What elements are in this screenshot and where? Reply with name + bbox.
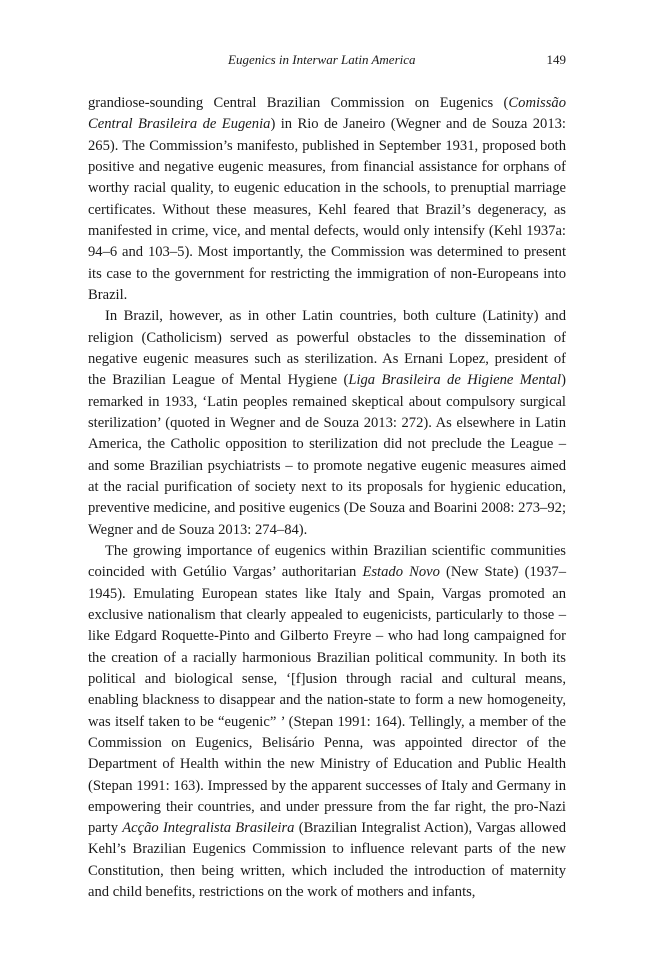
- body-text: [88, 93, 566, 903]
- text-run: ) in Rio de Janeiro (Wegner and de Souza 2013: 265). The Commission’s manifesto, published in September 1931, proposed both positive and negative eugenic measures, from financial assistance for orphans of worthy racial quality, to eugenic education in the schools, to prenuptial marriage certificates. Without these measures, Kehl feared that Brazil’s degeneracy, as manifested in crime, vice, and mental defects, would only intensify (Kehl 1937a: 94–6 and 103–5). Most importantly, the Commission was determined to present its case to the government for restricting the immigration of non-Europeans into Brazil.: [88, 116, 566, 303]
- text-run: The growing importance of eugenics within Brazilian scientific communities coincided with Getúlio Vargas’ authoritarian: [88, 542, 566, 581]
- paragraph-3: [88, 541, 566, 904]
- italic-term: Liga Brasileira de Higiene Mental: [348, 372, 562, 389]
- italic-term: Acção Integralista Brasileira: [122, 820, 295, 837]
- text-run: ) remarked in 1933, ‘Latin peoples remained skeptical about compulsory surgical sterilization’ (quoted in Wegner and de Souza 2013: 272). As elsewhere in Latin America, the Catholic opposition to sterilization did not preclude the League – and some Brazilian psychiatrists – to promote negative eugenic measures aimed at the racial purification of society next to its proposals for hygienic education, preventive medicine, and positive eugenics (De Souza and Boarini 2008: 273–92; Wegner and de Souza 2013: 274–84).: [88, 372, 566, 538]
- italic-term: Estado Novo: [362, 564, 440, 581]
- text-run: grandiose-sounding Central Brazilian Commission on Eugenics (: [88, 95, 509, 111]
- text-run: (New State) (1937–1945). Emulating European states like Italy and Spain, Vargas promoted an exclusive nationalism that clearly appealed to eugenicists, particularly to those – like Edgard Roquette-Pinto and Gilberto Freyre – who had long campaigned for the creation of a racially harmonious Brazilian political community. In both its political and biological sense, ‘[f]usion through racial and cultural means, enabling blackness to disappear and the nation-state to form a new homogeneity, was itself taken to be “eugenic” ’ (Stepan 1991: 164). Tellingly, a member of the Commission on Eugenics, Belisário Penna, was appointed director of the Department of Health within the new Ministry of Education and Public Health (Stepan 1991: 163). Impressed by the apparent successes of Italy and Germany in empowering their countries, and under pressure from the far right, the pro-Nazi party: [88, 564, 566, 837]
- page-number: 149: [546, 52, 566, 67]
- text-run: (Brazilian Integralist Action), Vargas allowed Kehl’s Brazilian Eugenics Commission to influence relevant parts of the new Constitution, then being written, which included the introduction of maternity and child benefits, restrictions on the work of mothers and infants,: [88, 820, 566, 901]
- text-run: In Brazil, however, as in other Latin countries, both culture (Latinity) and religion (Catholicism) served as powerful obstacles to the dissemination of negative eugenic measures such as sterilization. As Ernani Lopez, president of the Brazilian League of Mental Hygiene (: [88, 308, 566, 389]
- italic-term: Comissão Central Brasileira de Eugenia: [88, 95, 566, 133]
- paragraph-1: [88, 93, 566, 306]
- running-title: Eugenics in Interwar Latin America: [228, 52, 416, 67]
- paragraph-2: [88, 306, 566, 541]
